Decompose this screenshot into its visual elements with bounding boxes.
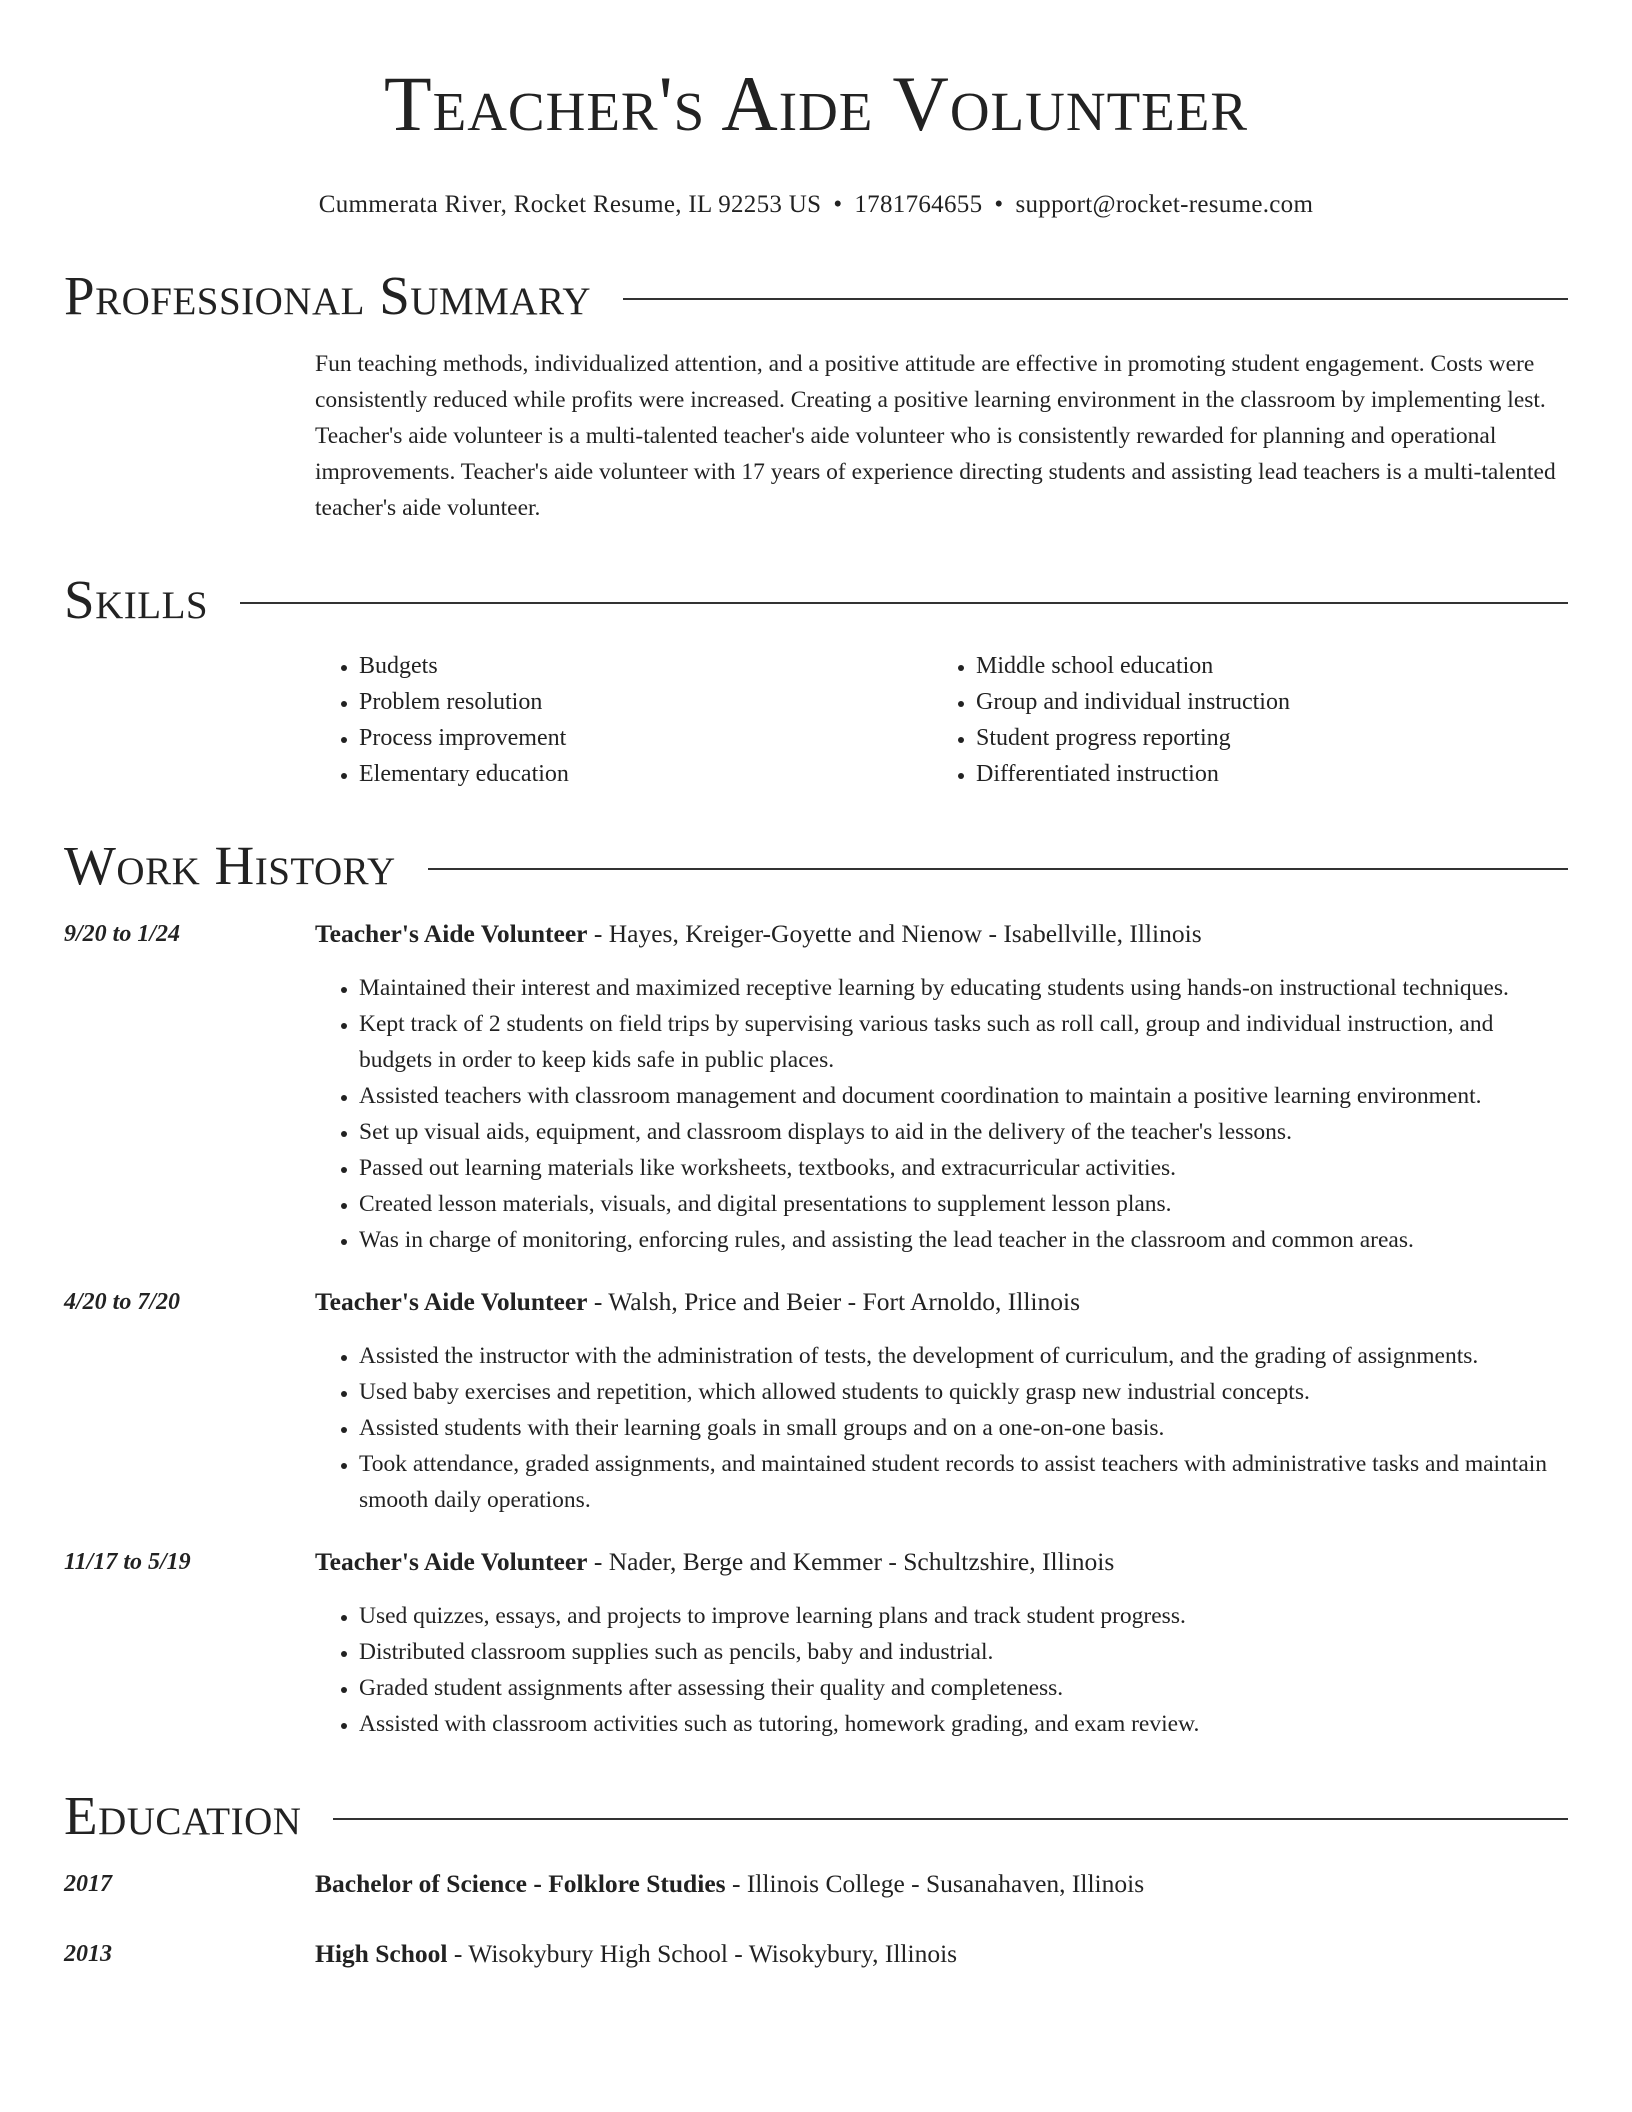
- job-bullet: • Used baby exercises and repetition, which allowed students to quickly grasp new industrial concepts.: [359, 1374, 1568, 1410]
- job-entry: [64, 916, 1568, 1258]
- contact-phone: 1781764655: [854, 191, 983, 218]
- skill-item: • Group and individual instruction: [976, 684, 1549, 720]
- job-employer: - Walsh, Price and Beier - Fort Arnoldo, Illinois: [587, 1287, 1081, 1316]
- education-year: 2013: [64, 1941, 112, 1967]
- education-year: 2017: [64, 1871, 112, 1897]
- education-degree: High School: [315, 1939, 448, 1968]
- section-divider: [240, 602, 1568, 604]
- work-section-header: [64, 836, 1568, 896]
- job-bullets: [315, 1598, 1568, 1742]
- job-dates: 4/20 to 7/20: [64, 1289, 181, 1315]
- section-divider: [428, 868, 1568, 870]
- job-bullets: [315, 1338, 1568, 1518]
- job-body: [315, 1284, 1568, 1518]
- skill-item: • Problem resolution: [359, 684, 932, 720]
- job-heading: [315, 916, 1568, 952]
- summary-text: Fun teaching methods, individualized attention, and a positive attitude are effective in promoting student engagement. Costs were consistently reduced while profits were increased. Creating a positive learning environment in the classroom by implementing lest. Teacher's aide volunteer is a multi-talented teacher's aide volunteer who is consistently rewarded for planning and operational improvements. Teacher's aide volunteer with 17 years of experience directing students and assisting lead teachers is a multi-talented teacher's aide volunteer.: [315, 351, 1556, 521]
- contact-separator: •: [833, 191, 843, 218]
- skills-list: [315, 648, 1568, 792]
- job-bullet: • Graded student assignments after assessing their quality and completeness.: [359, 1670, 1568, 1706]
- job-bullet: • Kept track of 2 students on field trips by supervising various tasks such as roll call, group and individual instruction, and budgets in order to keep kids safe in public places.: [359, 1006, 1568, 1078]
- job-title: Teacher's Aide Volunteer: [315, 1287, 588, 1316]
- candidate-name: Teacher's Aide Volunteer: [383, 60, 1249, 147]
- job-bullet: • Passed out learning materials like worksheets, textbooks, and extracurricular activities.: [359, 1150, 1568, 1186]
- education-entry: [64, 1936, 1568, 1972]
- education-heading-line: [315, 1866, 1144, 1902]
- skill-item: • Elementary education: [359, 756, 932, 792]
- job-dates: 9/20 to 1/24: [64, 921, 181, 947]
- education-degree: Bachelor of Science - Folklore Studies: [315, 1869, 726, 1898]
- job-bullet: • Assisted the instructor with the administration of tests, the development of curriculum, and the grading of assignments.: [359, 1338, 1568, 1374]
- job-bullet: • Distributed classroom supplies such as pencils, baby and industrial.: [359, 1634, 1568, 1670]
- job-bullet: • Assisted students with their learning goals in small groups and on a one-on-one basis.: [359, 1410, 1568, 1446]
- job-bullet: • Assisted with classroom activities such as tutoring, homework grading, and exam review.: [359, 1706, 1568, 1742]
- job-bullet: • Used quizzes, essays, and projects to improve learning plans and track student progress.: [359, 1598, 1568, 1634]
- job-heading: [315, 1544, 1568, 1580]
- education-school: - Illinois College - Susanahaven, Illinois: [725, 1869, 1145, 1898]
- job-bullet: • Assisted teachers with classroom management and document coordination to maintain a positive learning environment.: [359, 1078, 1568, 1114]
- skill-item: • Budgets: [359, 648, 932, 684]
- job-bullet: • Created lesson materials, visuals, and digital presentations to supplement lesson plans.: [359, 1186, 1568, 1222]
- job-title: Teacher's Aide Volunteer: [315, 1547, 588, 1576]
- job-bullet: • Took attendance, graded assignments, and maintained student records to assist teachers with administrative tasks and maintain smooth daily operations.: [359, 1446, 1568, 1518]
- education-heading: Education: [64, 1785, 302, 1846]
- contact-separator: •: [994, 191, 1004, 218]
- section-divider: [623, 298, 1568, 300]
- education-heading-line: [315, 1936, 957, 1972]
- summary-section-header: [64, 266, 1568, 326]
- job-entry: [64, 1284, 1568, 1518]
- job-body: [315, 1544, 1568, 1742]
- skill-item: • Process improvement: [359, 720, 932, 756]
- job-title: Teacher's Aide Volunteer: [315, 919, 588, 948]
- summary-heading: Professional Summary: [64, 265, 592, 326]
- job-bullet: • Set up visual aids, equipment, and classroom displays to aid in the delivery of the teacher's lessons.: [359, 1114, 1568, 1150]
- section-divider: [333, 1818, 1568, 1820]
- job-dates: 11/17 to 5/19: [64, 1549, 191, 1575]
- skill-item: • Student progress reporting: [976, 720, 1549, 756]
- job-bullet: • Was in charge of monitoring, enforcing rules, and assisting the lead teacher in the classroom and common areas.: [359, 1222, 1568, 1258]
- job-entry: [64, 1544, 1568, 1742]
- education-school: - Wisokybury High School - Wisokybury, Illinois: [447, 1939, 958, 1968]
- contact-line: [64, 188, 1568, 222]
- education-section-header: [64, 1786, 1568, 1846]
- job-bullet: • Maintained their interest and maximized receptive learning by educating students using hands-on instructional techniques.: [359, 970, 1568, 1006]
- job-bullets: [315, 970, 1568, 1258]
- job-employer: - Nader, Berge and Kemmer - Schultzshire, Illinois: [587, 1547, 1115, 1576]
- contact-address: Cummerata River, Rocket Resume, IL 92253 US: [318, 191, 822, 218]
- skills-column-left: [315, 648, 932, 792]
- skill-item: • Middle school education: [976, 648, 1549, 684]
- education-entry: [64, 1866, 1568, 1902]
- job-employer: - Hayes, Kreiger-Goyette and Nienow - Isabellville, Illinois: [587, 919, 1202, 948]
- skills-section-header: [64, 570, 1568, 630]
- work-heading: Work History: [64, 835, 396, 896]
- job-heading: [315, 1284, 1568, 1320]
- skill-item: • Differentiated instruction: [976, 756, 1549, 792]
- contact-email: support@rocket-resume.com: [1015, 191, 1314, 218]
- job-body: [315, 916, 1568, 1258]
- skills-heading: Skills: [64, 569, 209, 630]
- skills-column-right: [932, 648, 1549, 792]
